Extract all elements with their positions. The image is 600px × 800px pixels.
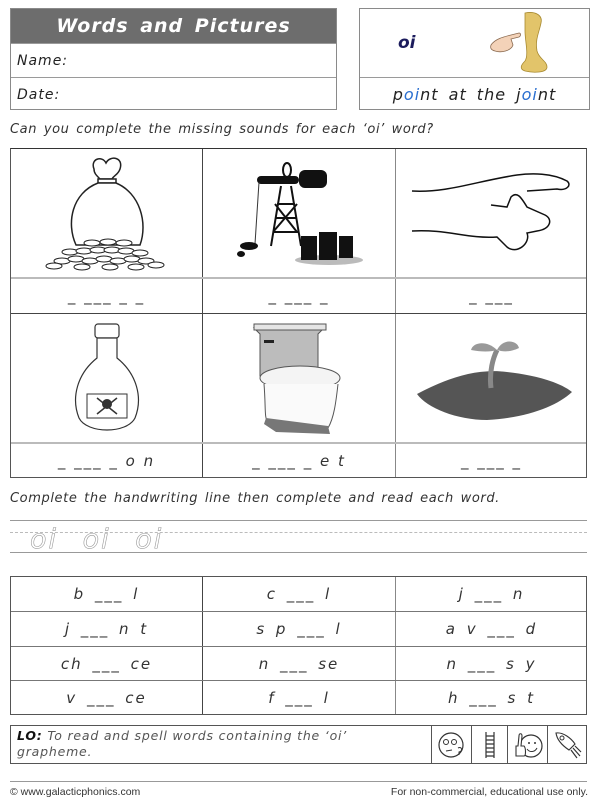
word-cell[interactable]: j ___ n t [64, 620, 149, 638]
phrase-highlight: oi [403, 84, 421, 104]
date-field[interactable] [11, 77, 336, 111]
word-cell[interactable]: s p ___ l [256, 620, 342, 638]
lo-label: LO: [17, 728, 43, 743]
word-cell[interactable]: b ___ l [73, 585, 140, 603]
picture-grid [10, 148, 587, 478]
footer-copyright: © www.galacticphonics.com [10, 786, 141, 798]
word-cell[interactable]: ch ___ ce [60, 654, 153, 673]
pointing-hand-icon [396, 149, 587, 277]
sound-phrase [360, 77, 589, 110]
phrase-part: nt [537, 84, 557, 104]
answer-coins[interactable]: _ ___ _ _ [67, 287, 146, 305]
answer-soil[interactable]: _ ___ _ [460, 452, 523, 470]
phrase-part: p [392, 84, 404, 104]
hand-pointing-at-leg-icon [485, 11, 555, 75]
answer-poison[interactable]: _ ___ _ o n [57, 452, 156, 470]
oil-rig-icon [203, 149, 395, 277]
sound-card [359, 8, 590, 110]
word-cell[interactable]: j ___ n [458, 585, 525, 603]
learning-objective [17, 728, 417, 760]
word-cell[interactable]: h ___ s t [447, 689, 535, 707]
phrase-part: nt at the j [420, 84, 522, 104]
grapheme-label: oi [398, 33, 416, 53]
poison-bottle-icon [11, 314, 202, 442]
answer-oil[interactable]: _ ___ _ [268, 287, 330, 305]
worksheet-title: Words and Pictures [11, 9, 336, 43]
handwriting-top-line [10, 520, 587, 521]
date-label: Date: [17, 86, 61, 103]
answer-point[interactable]: _ ___ [469, 287, 514, 305]
handwriting-trace-text: oi oi oi [30, 524, 164, 555]
thumbs-up-smile-icon[interactable] [507, 726, 547, 763]
toilet-icon [203, 314, 395, 442]
word-cell[interactable]: c ___ l [266, 585, 332, 603]
ladder-icon[interactable] [471, 726, 507, 763]
phrase-highlight: oi [521, 84, 538, 104]
footer-divider [10, 781, 587, 782]
confused-face-icon[interactable] [431, 726, 471, 763]
word-cell[interactable]: f ___ l [268, 689, 330, 707]
coins-bag-icon [11, 149, 202, 277]
answer-toilet[interactable]: _ ___ _ e t [252, 452, 346, 470]
word-cell[interactable]: n ___ se [258, 654, 340, 673]
section2-instruction: Complete the handwriting line then complete and read each word. [10, 491, 500, 506]
word-cell[interactable]: n ___ s y [446, 654, 537, 673]
footer-usage-note: For non-commercial, educational use only. [390, 786, 588, 798]
lo-text: To read and spell words containing the ‘oi’ grapheme. [17, 728, 348, 759]
word-cell[interactable]: v ___ ce [66, 689, 147, 707]
seedling-soil-icon [396, 314, 587, 442]
learning-objective-box [10, 725, 587, 764]
name-label: Name: [17, 52, 69, 69]
word-cell[interactable]: a v ___ d [445, 620, 538, 638]
rocket-icon[interactable] [547, 726, 588, 763]
section1-instruction: Can you complete the missing sounds for each ‘oi’ word? [10, 122, 434, 137]
title-box [10, 8, 337, 110]
word-table [10, 576, 587, 715]
name-field[interactable] [11, 43, 336, 77]
